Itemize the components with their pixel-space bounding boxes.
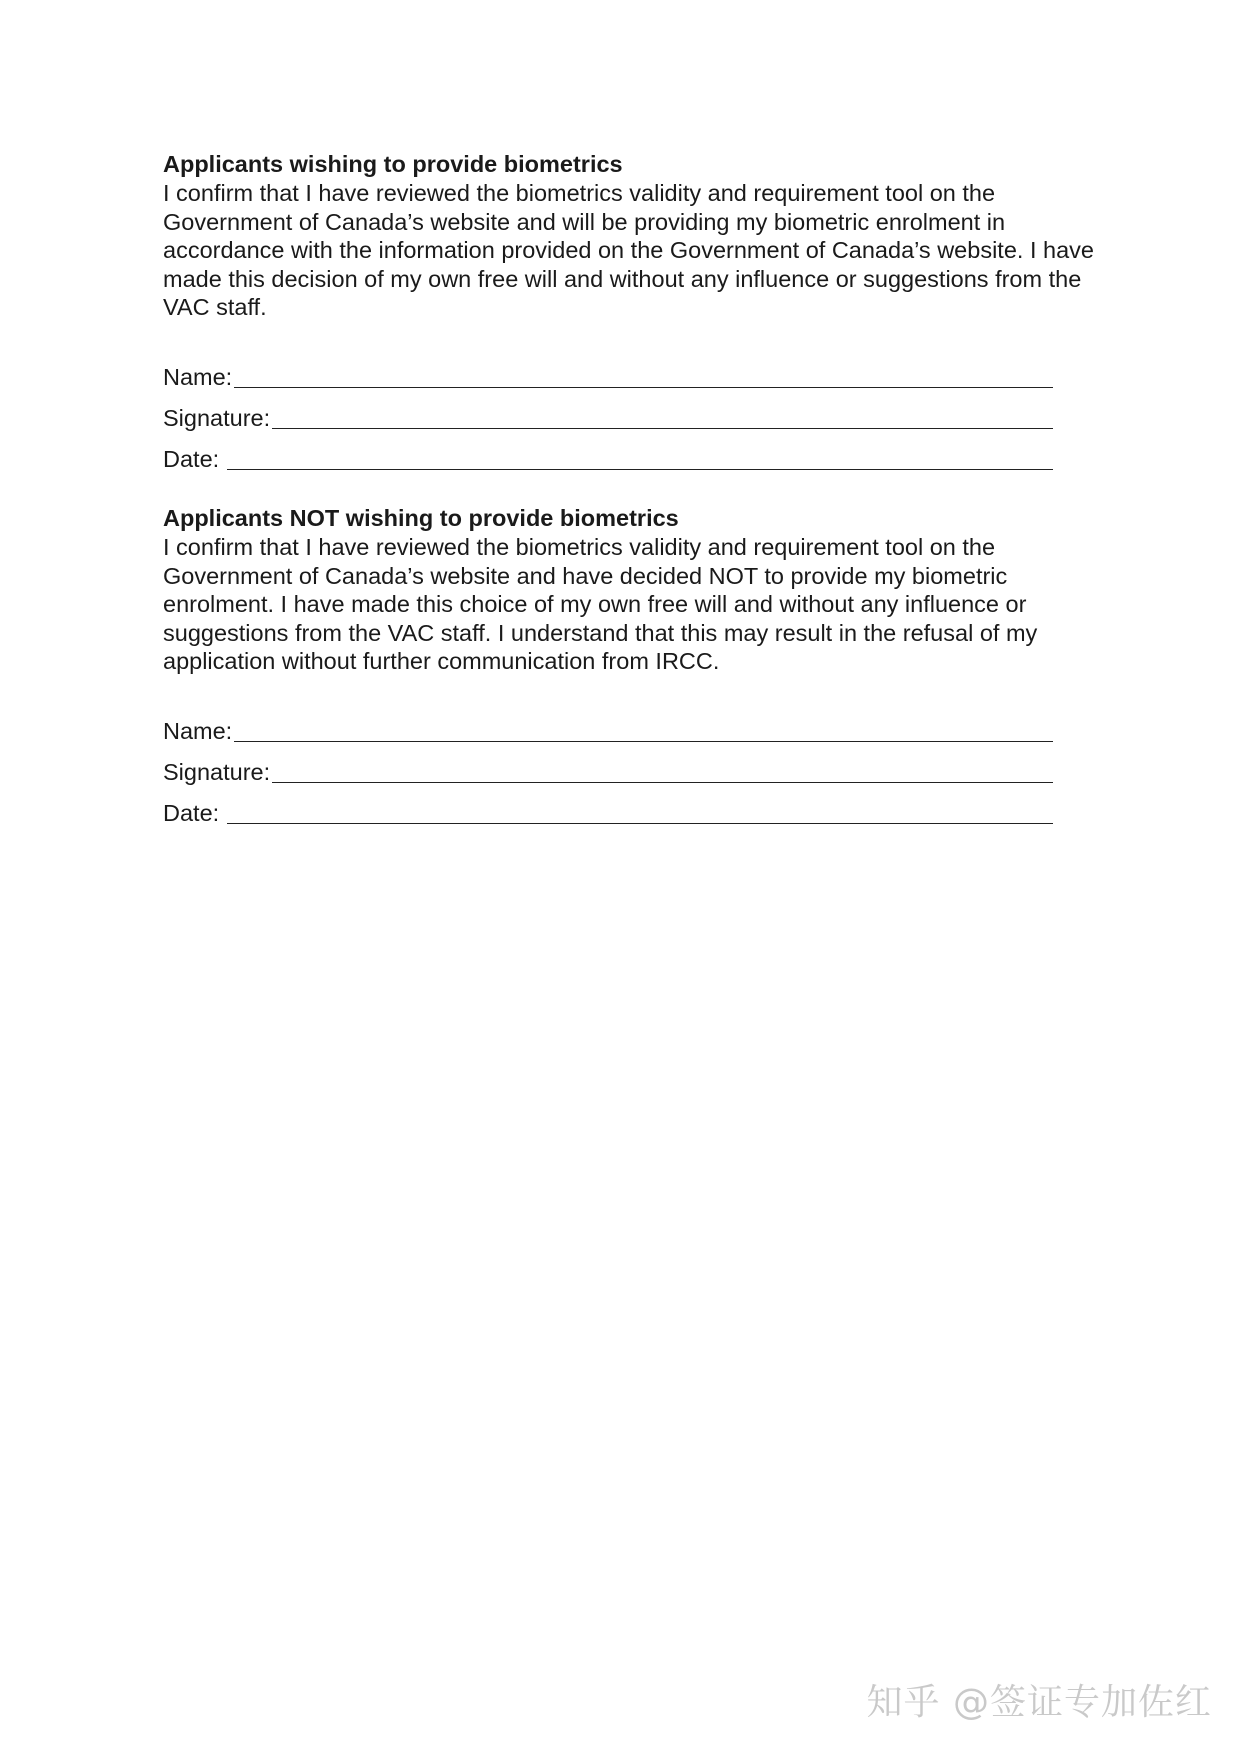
signature-block xyxy=(163,350,1103,473)
signature-field[interactable] xyxy=(163,391,1053,432)
signature-line[interactable] xyxy=(272,781,1053,783)
section-provide-biometrics xyxy=(163,150,1103,473)
name-line[interactable] xyxy=(234,386,1053,388)
section-not-provide-biometrics xyxy=(163,504,1103,827)
name-line[interactable] xyxy=(234,740,1053,742)
date-field[interactable] xyxy=(163,786,1053,827)
signature-block xyxy=(163,704,1103,827)
section-title: Applicants wishing to provide biometrics xyxy=(163,151,623,177)
date-line[interactable] xyxy=(227,822,1053,824)
name-field[interactable] xyxy=(163,704,1053,745)
section-body: I confirm that I have reviewed the biometrics validity and requirement tool on the Government of Canada’s website and have decided NOT to provide my biometric enrolment. I have made this choice of my own free will and without any influence or suggestions from the VAC staff. I understand that this may result in the refusal of my application without further communication from IRCC. xyxy=(163,534,1038,674)
signature-label: Signature: xyxy=(163,404,271,431)
date-label: Date: xyxy=(163,445,220,472)
name-label: Name: xyxy=(163,363,233,390)
date-field[interactable] xyxy=(163,432,1053,473)
signature-field[interactable] xyxy=(163,745,1053,786)
date-label: Date: xyxy=(163,799,220,826)
signature-line[interactable] xyxy=(272,427,1053,429)
watermark: 知乎 @签证专加佐红 xyxy=(866,1682,1212,1723)
date-line[interactable] xyxy=(227,468,1053,470)
name-field[interactable] xyxy=(163,350,1053,391)
section-title: Applicants NOT wishing to provide biometrics xyxy=(163,505,679,531)
section-body: I confirm that I have reviewed the biometrics validity and requirement tool on the Government of Canada’s website and will be providing my biometric enrolment in accordance with the information provided on the Government of Canada’s website. I have made this decision of my own free will and without any influence or suggestions from the VAC staff. xyxy=(163,180,1094,320)
name-label: Name: xyxy=(163,717,233,744)
signature-label: Signature: xyxy=(163,758,271,785)
